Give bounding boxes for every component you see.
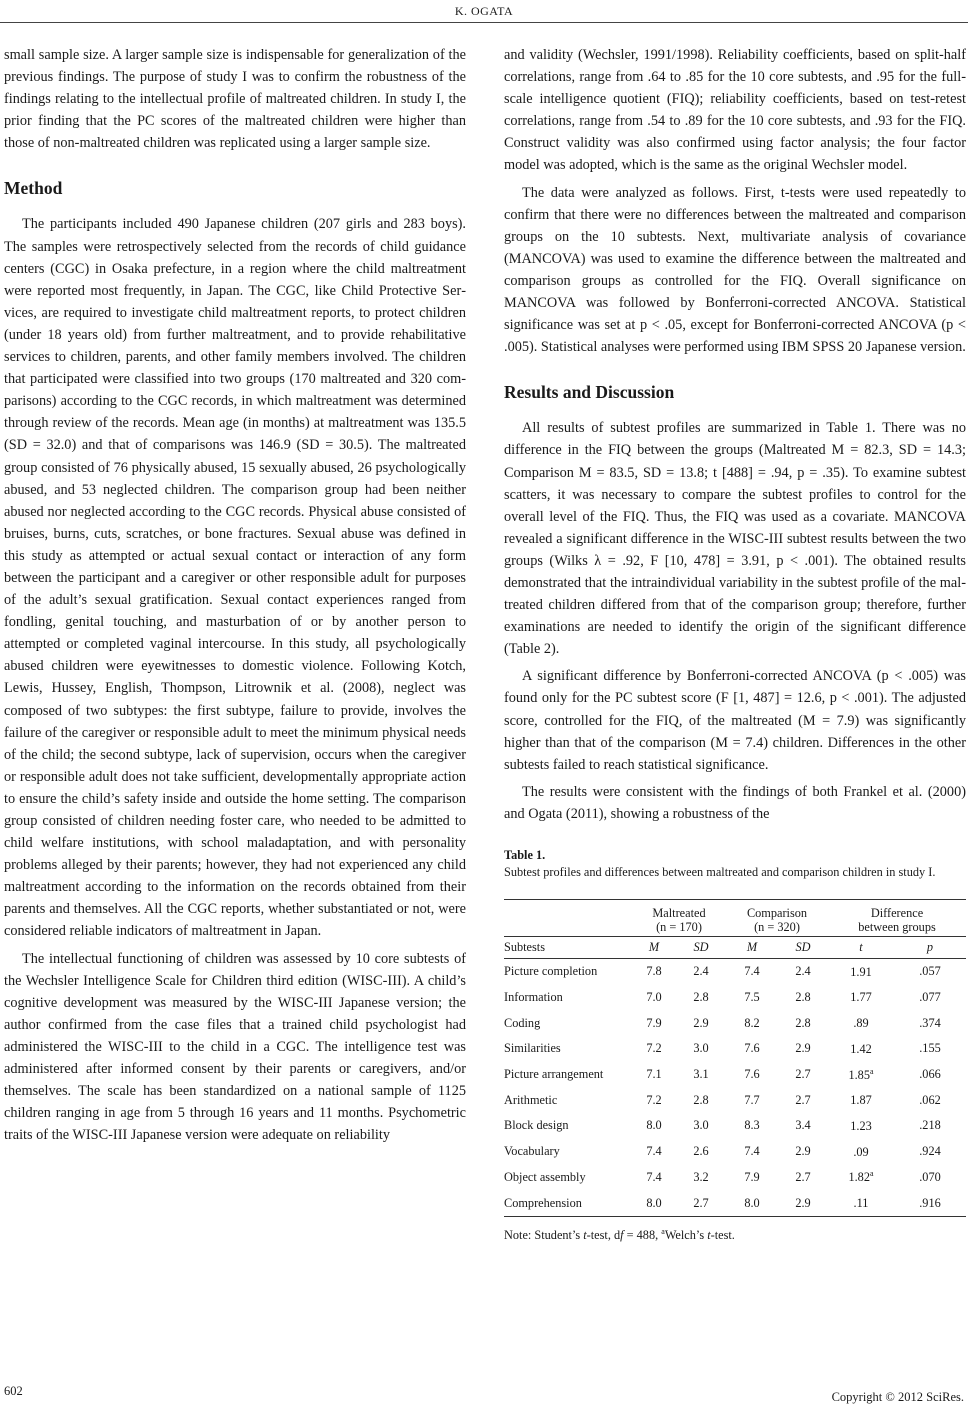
table-group-header-row [504,900,966,937]
value-cell: 3.0 [693,1041,709,1056]
subtest-name-cell: Coding [504,1015,541,1030]
value-cell: 2.9 [795,1144,811,1159]
value-cell: 8.0 [726,1190,778,1216]
column-header: SD [778,937,828,959]
value-cell: .155 [919,1041,941,1056]
subtest-name-cell: Comprehension [504,1190,632,1216]
subtest-name-cell: Vocabulary [504,1144,560,1159]
value-cell: .916 [894,1190,966,1216]
value-cell: 2.4 [693,964,709,979]
value-cell: 3.0 [693,1118,709,1133]
subtest-name-cell: Arithmetic [504,1092,558,1107]
value-cell: .057 [919,964,941,979]
value-cell: 3.1 [693,1067,709,1082]
value-cell: 1.87 [850,1093,872,1108]
results-paragraph: All results of subtest profiles are summarized in Table 1. There was no difference in the FIQ between the groups (Maltreated M = 82.3, SD = 14.3; Comparison M = 83.5, SD = 13.8; t [488] = .94, p = .35). To examine subtest scatters, it was necessary to compare the subtest profiles to control for the overall level of the FIQ. Thus, the FIQ was used as a covariate. MANCOVA revealed a significant difference in the WISC-III subtest results between the two groups (Wilks λ = .92, F [10, 478] = 3.91, p < .001). The obtained results demonstrated that the intraindividual variability in the subtest profile of the maltreated children differed from that of the comparison group; therefore, further examinations are needed to identify the origin of the significant difference (Table 2). [504,420,966,658]
consistency-paragraph: The results were consistent with the findings of both Frankel et al. (2000) and Ogata (2011), showing a robustness of the [504,783,966,822]
copyright-notice: Copyright © 2012 SciRes. [831,1390,964,1404]
value-cell: 8.2 [744,1015,760,1030]
table-row [504,959,966,985]
value-cell: 8.0 [646,1118,662,1133]
value-cell: 1.82$^a$ [848,1169,874,1185]
value-cell: 1.42 [850,1041,872,1056]
running-head: K. OGATA [454,4,514,18]
table-row [504,1062,966,1088]
value-cell: 2.6 [693,1144,709,1159]
validity-paragraph: and validity (Wechsler, 1991/1998). Reliability coefficients, based on split-half correlations, range from .64 to .85 for the 10 core subtests, and .95 for the full-scale intelligence quotient (FIQ); reliability coefficients, based on test-retest correlations, range from .54 to .89 for the 10 core subtests, and .93 for the FIQ. Construct validity was also confirmed using factor analysis; the four factor model was adopted, which is the same as the original Wechsler model. [504,47,966,174]
value-cell: .218 [919,1118,941,1133]
value-cell: .11 [828,1190,894,1216]
results-heading: Results and Discussion [504,382,675,403]
welch-marker: a [869,1169,874,1179]
value-cell: 8.0 [632,1190,676,1216]
value-cell: 3.4 [795,1118,811,1133]
column-header: Subtests [504,937,632,959]
header-rule [0,22,968,23]
value-cell: 7.8 [646,964,662,979]
table-row [504,1036,966,1062]
column-header: M [726,937,778,959]
value-cell: 2.9 [693,1015,709,1030]
value-cell: 2.8 [693,990,709,1005]
participants-paragraph: The participants included 490 Japanese children (207 girls and 283 boys). The samples were retrospectively selected from the records of child guidance centers (CGC) in Osaka prefecture, in a region where the child maltreatment were reported most frequently, in Japan. The CGC, like Child Protective Services, are required to investigate child maltreatment reports, to protect children (under 18 years old) from further maltreatment, and to provide rehabilitative services to children, parents, and other family members involved. The children that participated were classified into two groups (170 maltreated and 320 comparisons) according to the CGC records, in which maltreatment was determined through review of the records. Mean age (in months) at maltreatment was 135.5 (SD = 32.0) and that of comparisons was 146.9 (SD = 30.5). The maltreated group consisted of 76 physically abused, 15 sexually abused, 26 psychologically abused, and 53 neglected children. The comparison group had been neither abused nor neglected according to the CGC records. Physical abuse consisted of bruises, burns, cuts, scratches, or bone fractures. Sexual abuse was defined in this study as attempted or actual sexual contact or interaction of any form between the participant and a caregiver or other responsible adult for purposes of the adult’s sexual gratification. Sexual contact experiences ranged from fondling, genital touching, and masturbation of or by another person to attempted or completed vaginal intercourse. In this study, all psychologically abused children were eyewitnesses to domestic violence. Following Kotch, Lewis, Hussey, English, Thompson, Litrownik et al. (2008), neglect was composed of two subtypes: the first subtype, failure to provide, involves the failure of the caregiver or responsible adult to meet the minimum physical needs of the child; the second subtype, lack of supervision, occurs when the caregiver or responsible adult does not take sufficient, developmentally appropriate action to ensure the child’s safety inside and outside the home setting. The comparison group consisted of children needing foster care, who needed to be admitted to child welfare institutions, with school maladaptation, and with personality problems alleged by their parents; however, they had not experienced any child maltreatment according to the information on the records obtained from their parents and themselves. All the CGC reports, whether substantiated or not, were considered reliable indicators of maltreatment in Japan. [4,216,466,940]
group-header-comparison: Comparison (n = 320) [726,900,828,937]
analysis-paragraph: The data were analyzed as follows. First, t-tests were used repeatedly to confirm that there were no differences between the maltreated and comparison groups on the 10 subtests. Next, multivariate analysis of covariance (MANCOVA) was used to examine the difference between the maltreated and comparison groups as controlled for the FIQ. Overall significance on MANCOVA was followed by Bonferroni-corrected ANCOVA. Statistical significance was set at p < .05, except for Bonferroni-corrected ANCOVA (p < .005). Statistical analyses were performed using IBM SPSS 20 Japanese version. [504,184,966,356]
subtest-name-cell: Information [504,990,563,1005]
value-cell: 7.1 [646,1067,662,1082]
value-cell: 7.7 [744,1092,760,1107]
value-cell: 2.7 [795,1169,811,1184]
value-cell: 7.2 [646,1041,662,1056]
value-cell: .09 [853,1144,869,1159]
table-note: Note: Student’s t-test, df = 488, $^a$Welch’s t-test. [504,1226,735,1242]
value-cell: 7.4 [646,1169,662,1184]
value-cell: 1.85$^a$ [848,1066,874,1082]
table-row [504,1165,966,1191]
subtest-name-cell: Picture arrangement [504,1067,604,1082]
value-cell: 2.7 [795,1067,811,1082]
group-header-maltreated: Maltreated (n = 170) [632,900,726,937]
subtest-name-cell: Object assembly [504,1169,586,1184]
column-header: M [632,937,676,959]
value-cell: 1.77 [850,990,872,1005]
value-cell: .374 [919,1015,941,1030]
value-cell: 7.6 [744,1067,760,1082]
wisc-paragraph: The intellectual functioning of children was assessed by 10 core subtests of the Wechsler Intelligence Scale for Children third edition (WISC-III). A child’s cognitive development was measured by the WISC-III Japanese version; the author confirmed from the case files that a trained child psychologist had administered the WISC-III to the child in a CGC. The intelligence test was administered after informed consent by their parents or caregivers, and/or themselves. The scale has been standardized on a national sample of 1125 children ranging in age from 5 through 16 years and 11 months. Psychometric traits of the WISC-III Japanese version were adequate on reliability [4,950,466,1144]
intro-paragraph: small sample size. A larger sample size is indispensable for generalization of the previous findings. The purpose of study I was to confirm the robustness of the findings relating to the intellectual profile of maltreated children. In study I, the prior finding that the PC scores of the maltreated children were higher than those of non-maltreated children was replicated using a larger sample size. [4,47,466,152]
group-header-difference: Difference between groups [828,900,966,937]
welch-marker: a [869,1066,874,1076]
column-header: SD [676,937,726,959]
table-body [504,959,966,1217]
value-cell: .070 [919,1169,941,1184]
method-heading: Method [4,178,63,199]
table-caption-text: Subtest profiles and differences between maltreated and comparison children in study I. [504,865,936,879]
table-row [504,1010,966,1036]
ancova-paragraph: A significant difference by Bonferroni-corrected ANCOVA (p < .005) was found only for the PC subtest score (F [1, 487] = 12.6, p < .001). The adjusted score, controlled for the FIQ, of the maltreated (M = 7.9) was significantly higher than that of the comparison (M = 7.4) children. Differences in the other subtests failed to reach statistical significance. [504,668,966,773]
value-cell: 7.5 [744,990,760,1005]
value-cell: 2.9 [795,1041,811,1056]
value-cell: 2.8 [795,1015,811,1030]
value-cell: 1.23 [850,1119,872,1134]
column-header: p [894,937,966,959]
value-cell: 8.3 [744,1118,760,1133]
value-cell: .077 [919,990,941,1005]
value-cell: 7.4 [744,964,760,979]
table-row [504,1190,966,1216]
value-cell: 7.4 [646,1144,662,1159]
value-cell: 2.7 [676,1190,726,1216]
column-header: t [828,937,894,959]
table-column-header-row [504,937,966,959]
table-label: Table 1. [504,848,546,862]
value-cell: 7.4 [744,1144,760,1159]
subtest-table [504,899,966,1217]
value-cell: 7.9 [744,1169,760,1184]
value-cell: 2.7 [795,1092,811,1107]
value-cell: .062 [919,1092,941,1107]
subtest-name-cell: Similarities [504,1041,561,1056]
value-cell: 7.0 [646,990,662,1005]
value-cell: 2.4 [795,964,811,979]
right-column [504,44,966,1243]
table-row [504,1113,966,1139]
value-cell: 1.91 [850,964,872,979]
table-caption [504,847,966,881]
value-cell: 7.2 [646,1092,662,1107]
value-cell: 2.8 [693,1092,709,1107]
subtest-name-cell: Picture completion [504,964,598,979]
value-cell: .066 [919,1067,941,1082]
page-number: 602 [4,1384,23,1398]
value-cell: 7.6 [744,1041,760,1056]
table-row [504,1087,966,1113]
left-column [4,44,466,1146]
value-cell: 2.8 [795,990,811,1005]
value-cell: .89 [853,1016,869,1031]
value-cell: 2.9 [778,1190,828,1216]
subtest-name-cell: Block design [504,1118,569,1133]
value-cell: 7.9 [646,1015,662,1030]
value-cell: 3.2 [693,1169,709,1184]
table-row [504,985,966,1011]
table-row [504,1139,966,1165]
value-cell: .924 [919,1144,941,1159]
